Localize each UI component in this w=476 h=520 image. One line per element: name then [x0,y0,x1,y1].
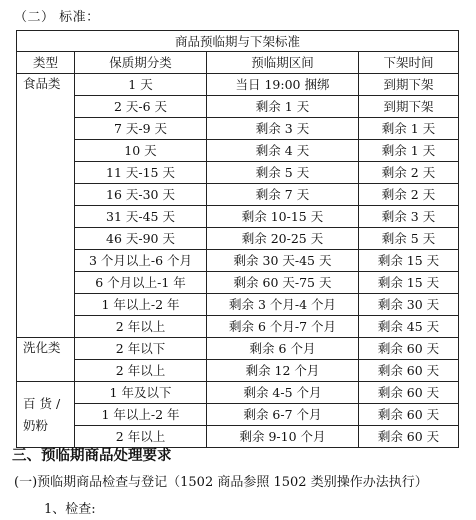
table-row [17,74,459,96]
shelf-life-cell: 2 年以上 [75,360,207,382]
sub-item-check: 1、检查: [44,502,96,517]
pre-expiry-cell: 剩余 20-25 天 [207,228,359,250]
pre-expiry-cell: 剩余 6-7 个月 [207,404,359,426]
header-pre-expiry: 预临期区间 [207,52,359,74]
pre-expiry-cell: 剩余 3 天 [207,118,359,140]
paragraph-inspection: (一)预临期商品检查与登记（1502 商品参照 1502 类别操作办法执行） [14,475,428,490]
pre-expiry-cell: 剩余 10-15 天 [207,206,359,228]
pre-expiry-cell: 剩余 12 个月 [207,360,359,382]
shelf-life-cell: 31 天-45 天 [75,206,207,228]
pre-expiry-cell: 剩余 1 天 [207,96,359,118]
removal-time-cell: 剩余 1 天 [359,118,459,140]
removal-time-cell: 剩余 15 天 [359,250,459,272]
shelf-life-cell: 46 天-90 天 [75,228,207,250]
shelf-life-cell: 1 年以上-2 年 [75,404,207,426]
shelf-life-cell: 1 天 [75,74,207,96]
shelf-life-cell: 2 年以上 [75,426,207,448]
table-row [17,338,459,360]
header-type: 类型 [17,52,75,74]
table-row [17,96,459,118]
shelf-life-cell: 1 年以上-2 年 [75,294,207,316]
pre-expiry-cell: 剩余 30 天-45 天 [207,250,359,272]
removal-time-cell: 剩余 60 天 [359,360,459,382]
category-label-line: 百 货 / [23,395,61,411]
pre-expiry-cell: 剩余 60 天-75 天 [207,272,359,294]
removal-time-cell: 剩余 60 天 [359,404,459,426]
category-cell: 洗化类 [17,338,75,382]
table-title: 商品预临期与下架标准 [17,31,459,52]
shelf-life-cell: 2 天-6 天 [75,96,207,118]
removal-time-cell: 剩余 3 天 [359,206,459,228]
table-row [17,294,459,316]
pre-expiry-cell: 剩余 6 个月-7 个月 [207,316,359,338]
table-body [17,74,459,448]
shelf-life-cell: 7 天-9 天 [75,118,207,140]
removal-time-cell: 剩余 2 天 [359,184,459,206]
removal-time-cell: 剩余 30 天 [359,294,459,316]
shelf-life-cell: 16 天-30 天 [75,184,207,206]
pre-expiry-cell: 剩余 7 天 [207,184,359,206]
table-row [17,316,459,338]
removal-time-cell: 剩余 5 天 [359,228,459,250]
header-shelf-life: 保质期分类 [75,52,207,74]
shelf-life-cell: 6 个月以上-1 年 [75,272,207,294]
shelf-life-cell: 10 天 [75,140,207,162]
table-row [17,118,459,140]
removal-time-cell: 剩余 45 天 [359,316,459,338]
section-3-heading: 三、预临期商品处理要求 [12,448,172,464]
table-row [17,228,459,250]
table-row [17,162,459,184]
table-row [17,140,459,162]
table-row [17,272,459,294]
category-label-line: 奶粉 [23,417,49,433]
table-row [17,360,459,382]
table-row [17,250,459,272]
table-header-row [17,52,459,74]
table-row [17,206,459,228]
pre-expiry-cell: 当日 19:00 捆绑 [207,74,359,96]
section-heading: （二） 标准： [14,10,100,25]
table-row [17,382,459,404]
standards-table [16,30,459,448]
removal-time-cell: 剩余 60 天 [359,338,459,360]
shelf-life-cell: 1 年及以下 [75,382,207,404]
category-cell: 食品类 [17,74,75,338]
pre-expiry-cell: 剩余 3 个月-4 个月 [207,294,359,316]
shelf-life-cell: 11 天-15 天 [75,162,207,184]
pre-expiry-cell: 剩余 4-5 个月 [207,382,359,404]
table-row [17,184,459,206]
removal-time-cell: 剩余 60 天 [359,382,459,404]
removal-time-cell: 到期下架 [359,96,459,118]
shelf-life-cell: 2 年以下 [75,338,207,360]
shelf-life-cell: 3 个月以上-6 个月 [75,250,207,272]
category-cell [17,382,75,448]
removal-time-cell: 剩余 2 天 [359,162,459,184]
removal-time-cell: 到期下架 [359,74,459,96]
table-row [17,404,459,426]
header-removal: 下架时间 [359,52,459,74]
shelf-life-cell: 2 年以上 [75,316,207,338]
removal-time-cell: 剩余 1 天 [359,140,459,162]
pre-expiry-cell: 剩余 9-10 个月 [207,426,359,448]
pre-expiry-cell: 剩余 4 天 [207,140,359,162]
pre-expiry-cell: 剩余 6 个月 [207,338,359,360]
removal-time-cell: 剩余 60 天 [359,426,459,448]
pre-expiry-cell: 剩余 5 天 [207,162,359,184]
removal-time-cell: 剩余 15 天 [359,272,459,294]
